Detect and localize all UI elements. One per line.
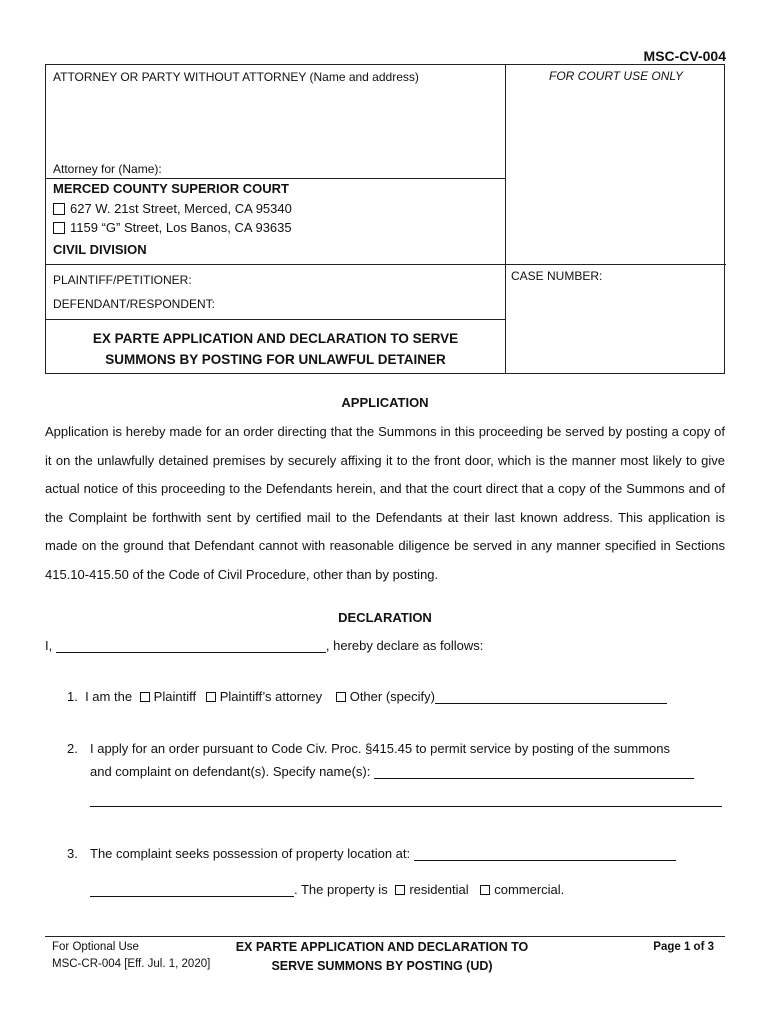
application-heading: APPLICATION xyxy=(341,395,429,410)
item-2-line-2 xyxy=(90,764,694,779)
item-number: 1. xyxy=(67,689,78,704)
caption-box xyxy=(45,64,725,374)
option-attorney: Plaintiff’s attorney xyxy=(219,689,323,704)
other-checkbox[interactable] xyxy=(336,692,346,702)
defendant-names-field-2[interactable] xyxy=(90,806,722,807)
footer-rule xyxy=(45,936,725,937)
property-location-field-2[interactable] xyxy=(90,882,294,897)
court-use-label: FOR COURT USE ONLY xyxy=(548,69,684,83)
form-number: MSC-CV-004 xyxy=(643,48,726,64)
attorney-for-label: Attorney for (Name): xyxy=(53,162,162,176)
address-option-los-banos[interactable] xyxy=(53,220,292,235)
checkbox[interactable] xyxy=(53,203,65,215)
case-number-label: CASE NUMBER: xyxy=(511,269,603,283)
court-name: MERCED COUNTY SUPERIOR COURT xyxy=(53,181,289,196)
divider xyxy=(46,178,505,179)
footer-center-line-2: SERVE SUMMONS BY POSTING (UD) xyxy=(271,959,493,973)
option-other: Other (specify) xyxy=(349,689,435,704)
title-line-2: SUMMONS BY POSTING FOR UNLAWFUL DETAINER xyxy=(105,352,446,367)
item-3-text: The complaint seeks possession of property location at: xyxy=(90,846,411,861)
plaintiff-checkbox[interactable] xyxy=(140,692,150,702)
defendant-names-field[interactable] xyxy=(374,764,694,779)
title-line-1: EX PARTE APPLICATION AND DECLARATION TO SERVE xyxy=(92,331,459,346)
commercial-checkbox[interactable] xyxy=(480,885,490,895)
address-2: 1159 “G” Street, Los Banos, CA 93635 xyxy=(70,220,292,235)
option-residential: residential xyxy=(409,882,469,897)
address-option-merced[interactable] xyxy=(53,201,292,216)
attorney-label: ATTORNEY OR PARTY WITHOUT ATTORNEY (Name and address) xyxy=(53,70,419,84)
footer-left xyxy=(52,939,210,973)
declaration-heading: DECLARATION xyxy=(338,610,432,625)
item-3-suffix: . The property is xyxy=(294,882,388,897)
divider xyxy=(46,264,726,265)
footer-center-line-1: EX PARTE APPLICATION AND DECLARATION TO xyxy=(235,940,529,954)
intro-prefix: I, xyxy=(45,638,53,653)
residential-checkbox[interactable] xyxy=(395,885,405,895)
caption-divider xyxy=(505,65,506,373)
item-1-text: I am the xyxy=(85,689,133,704)
item-1 xyxy=(67,689,667,704)
page-number: Page 1 of 3 xyxy=(653,941,714,953)
item-2-text: and complaint on defendant(s). Specify name(s): xyxy=(90,764,371,779)
other-specify-field[interactable] xyxy=(435,689,667,704)
declarant-name-field[interactable] xyxy=(56,638,326,653)
application-text: Application is hereby made for an order directing that the Summons in this proceeding be served by posting a copy of it on the unlawfully detained premises by securely affixing it to the front door, which is the manner most likely to give actual notice of this proceeding to the Defendants herein, and that the court direct that a copy of the Summons and of the Complaint be forthwith sent by certified mail to the Defendants at their last known address. This application is made on the ground that Defendant cannot with reasonable diligence be served in any manner specified in Sections 415.10-415.50 of the Code of Civil Procedure, other than by posting. xyxy=(45,424,725,582)
division: CIVIL DIVISION xyxy=(53,242,147,257)
option-commercial: commercial. xyxy=(494,882,565,897)
form-title xyxy=(46,328,505,370)
property-location-field[interactable] xyxy=(414,846,676,861)
item-3-line-1 xyxy=(90,846,676,861)
divider xyxy=(46,319,505,320)
item-2-line-1: I apply for an order pursuant to Code Civ. Proc. §415.45 to permit service by posting of the summons xyxy=(90,741,670,756)
plaintiff-label: PLAINTIFF/PETITIONER: xyxy=(53,273,192,287)
item-3-number: 3. xyxy=(67,846,78,861)
attorney-checkbox[interactable] xyxy=(206,692,216,702)
address-1: 627 W. 21st Street, Merced, CA 95340 xyxy=(70,201,292,216)
option-plaintiff: Plaintiff xyxy=(153,689,197,704)
declarant-line xyxy=(45,638,483,653)
footer-left-line-1: For Optional Use xyxy=(52,941,139,953)
checkbox[interactable] xyxy=(53,222,65,234)
footer-left-line-2: MSC-CR-004 [Eff. Jul. 1, 2020] xyxy=(52,958,211,970)
intro-suffix: , hereby declare as follows: xyxy=(325,638,484,653)
defendant-label: DEFENDANT/RESPONDENT: xyxy=(53,297,216,311)
item-3-line-2 xyxy=(90,882,564,897)
item-2-number: 2. xyxy=(67,741,78,756)
footer-title xyxy=(224,938,540,976)
